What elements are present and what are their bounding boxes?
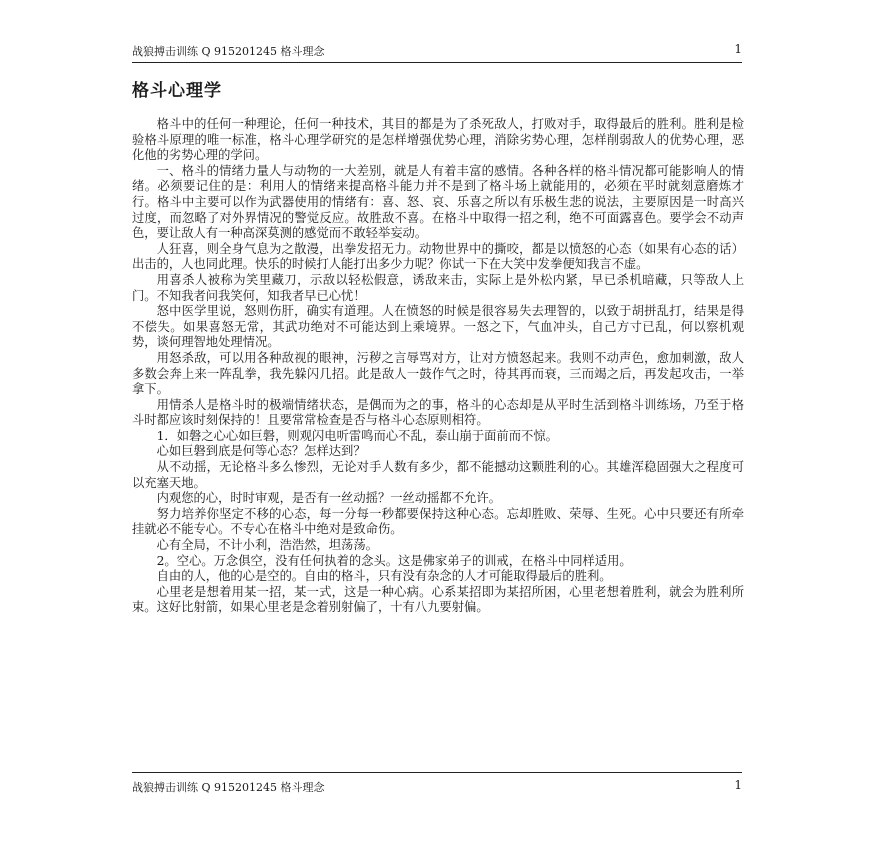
body-text — [132, 117, 744, 616]
footer-page-number: 1 — [734, 778, 742, 792]
paragraph: 用怒杀敌，可以用各种敌视的眼神，污秽之言辱骂对方，让对方愤怒起来。我则不动声色，愈加刺激，敌人多数会奔上来一阵乱拳，我先躲闪几招。此是敌人一鼓作气之时，待其再而衰，三而竭之后，再发起攻击，一举拿下。 — [132, 350, 744, 397]
paragraph: 用情杀人是格斗时的极端情绪状态，是偶而为之的事，格斗的心态却是从平时生活到格斗训练场，乃至于格斗时都应该时刻保持的！且要常常检查是否与格斗心态原则相符。 — [132, 397, 744, 428]
header-text: 战狼搏击训练 Q 915201245 格斗理念 — [132, 45, 325, 58]
paragraph: 内观您的心，时时审观，是否有一丝动摇？一丝动摇都不允许。 — [156, 491, 501, 506]
header-page-number: 1 — [734, 42, 742, 56]
paragraph: 心如巨磐到底是何等心态？怎样达到？ — [156, 444, 366, 459]
paragraph: 怒中医学里说，怒则伤肝，确实有道理。人在愤怒的时候是很容易失去理智的，以致于胡拼乱打，结果是得不偿失。如果喜怒无常，其武功绝对不可能达到上乘境界。一怒之下，气血冲头，自己方寸已乱，何以察机观势，谈何理智地处理情况。 — [132, 304, 744, 350]
paragraph: 心有全局，不计小利，浩浩然，坦荡荡。 — [156, 538, 378, 553]
paragraph: 1．如磐之心心如巨磐，则观闪电听雷鸣而心不乱，泰山崩于面前而不惊。 — [156, 428, 558, 443]
paragraph: 一、格斗的情绪力量人与动物的一大差别，就是人有着丰富的感情。各种各样的格斗情况都可能影响人的情绪。必须要记住的是：利用人的情绪来提高格斗能力并不是到了格斗场上就能用的，必须在平时就刻意磨炼才行。格斗中主要可以作为武器使用的情绪有：喜、怒、哀、乐喜之所以有乐极生悲的说法，主要原因是一时高兴过度，而忽略了对外界情况的警觉反应。故胜敌不喜。在格斗中取得一招之利，绝不可面露喜色。要学会不动声色，要让敌人有一种高深莫测的感觉而不敢轻举妄动。 — [132, 163, 744, 241]
paragraph: 从不动摇，无论格斗多么惨烈，无论对手人数有多少，都不能撼动这颗胜利的心。其雄浑稳固强大之程度可以充塞天地。 — [132, 460, 744, 490]
footer-text: 战狼搏击训练 Q 915201245 格斗理念 — [132, 781, 325, 794]
paragraph: 用喜杀人被称为笑里藏刀，示敌以轻松假意，诱敌来击，实际上是外松内紧，早已杀机暗藏，只等敌人上门。不知我者问我笑何，知我者早已心忧！ — [132, 272, 744, 303]
document-title: 格斗心理学 — [132, 81, 222, 101]
paragraph: 格斗中的任何一种理论，任何一种技术，其目的都是为了杀死敌人，打败对手，取得最后的胜利。胜利是检验格斗原理的唯一标准，格斗心理学研究的是怎样增强优势心理，消除劣势心理，怎样削弱敌人的优势心理，恶化他的劣势心理的学问。 — [132, 117, 744, 163]
paragraph: 人狂喜，则全身气息为之散漫，出拳发招无力。动物世界中的撕咬，都是以愤怒的心态（如果有心态的话）出击的，人也同此理。快乐的时候打人能打出多少力呢？你试一下在大笑中发拳便知我言不虚。 — [132, 241, 744, 272]
paragraph: 努力培养你坚定不移的心态，每一分每一秒都要保持这种心态。忘却胜败、荣辱、生死。心中只要还有所牵挂就必不能专心。不专心在格斗中绝对是致命伤。 — [132, 506, 744, 537]
page-footer — [132, 772, 742, 793]
paragraph: 自由的人，他的心是空的。自由的格斗，只有没有杂念的人才可能取得最后的胜利。 — [156, 569, 612, 584]
paragraph: 心里老是想着用某一招，某一式，这是一种心病。心系某招即为某招所困，心里老想着胜利，就会为胜利所束。这好比射箭，如果心里老是念着别射偏了，十有八九要射偏。 — [132, 584, 744, 615]
page-header — [132, 40, 742, 63]
paragraph: 2。空心。万念俱空，没有任何执着的念头。这是佛家弟子的训戒，在格斗中同样适用。 — [156, 553, 632, 568]
